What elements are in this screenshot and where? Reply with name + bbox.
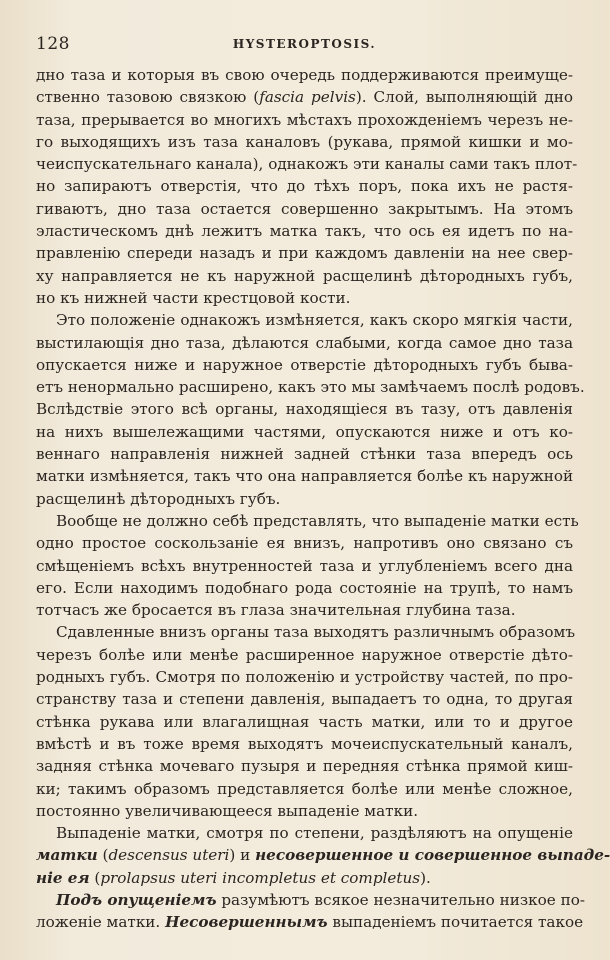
text-line: таза, прерывается во многихъ мѣстахъ прохожденіемъ черезъ не- (36, 110, 573, 129)
text-line: но къ нижней части крестцовой кости. (36, 288, 351, 307)
text-line: Вслѣдствіе этого всѣ органы, находящіеся въ тазу, отъ давленія (36, 400, 573, 419)
emphasis-term: Несовершеннымъ (165, 913, 328, 932)
text-line: дно таза и которыя въ свою очередь поддерживаются преимуще- (36, 66, 573, 84)
text-line: ки; такимъ образомъ представляется болѣе или менѣе сложное, (36, 779, 573, 798)
text-line: постоянно увеличивающееся выпаденіе матки. (36, 801, 419, 820)
text-span: ственно тазовою связкою ( (36, 88, 260, 107)
text-line: родныхъ губъ. Смотря по положенію и устройству частей, по про- (36, 668, 573, 687)
text-line: одно простое соскользаніе ея внизъ, напротивъ оно связано съ (36, 534, 573, 553)
text-line: Выпаденіе матки, смотря по степени, раздѣляютъ на опущеніе (56, 824, 573, 843)
latin-term: prolapsus uteri incompletus et completus (100, 868, 421, 887)
page-number: 128 (36, 34, 70, 54)
text-span: разумѣютъ всякое незначительно низкое по- (216, 890, 586, 909)
text-line: задняя стѣнка мочеваго пузыря и передняя стѣнка прямой киш- (36, 757, 573, 776)
text-line (36, 889, 586, 911)
text-line: стѣнка рукава или влагалищная часть матки, или то и другое (36, 712, 573, 731)
text-span: ( (89, 868, 101, 887)
text-span: ). Слой, выполняющій дно (355, 88, 574, 107)
text-line (36, 844, 610, 866)
text-line: го выходящихъ изъ таза каналовъ (рукава, прямой кишки и мо- (36, 132, 573, 151)
emphasis-term: ніе ея (36, 868, 90, 887)
text-line: етъ ненормально расширено, какъ это мы замѣчаемъ послѣ родовъ. (36, 378, 585, 397)
latin-term: descensus uteri (108, 846, 230, 865)
text-line: странству таза и степени давленія, выпадаетъ то одна, то другая (36, 690, 573, 709)
text-line (36, 86, 573, 108)
text-span: ложеніе матки. (36, 913, 166, 932)
text-line: Сдавленные внизъ органы таза выходятъ различнымъ образомъ (56, 623, 575, 642)
text-span: ). (420, 868, 431, 887)
text-line (36, 911, 584, 933)
text-line: эластическомъ днѣ лежитъ матка такъ, что ось ея идетъ по на- (36, 222, 573, 241)
text-line: на нихъ вышележащими частями, опускаются ниже и отъ ко- (36, 422, 573, 441)
text-line: вмѣстѣ и въ тоже время выходятъ мочеиспускательный каналъ, (36, 734, 573, 753)
latin-term: fascia pelvis (259, 88, 356, 107)
text-line: но запираютъ отверстія, что до тѣхъ поръ, пока ихъ не растя- (36, 177, 573, 196)
text-line: Вообще не должно себѣ представлять, что выпаденіе матки есть (56, 511, 579, 530)
page-header (36, 34, 573, 56)
body-text (36, 64, 610, 934)
text-line: матки измѣняется, такъ что она направляется болѣе къ наружной (36, 467, 574, 486)
text-line: гиваютъ, дно таза остается совершенно закрытымъ. На этомъ (36, 199, 573, 218)
text-line: черезъ болѣе или менѣе расширенное наружное отверстіе дѣто- (36, 645, 573, 664)
text-line: ху направляется не къ наружной расщелинѣ дѣтородныхъ губъ, (36, 266, 573, 285)
emphasis-term: Подъ опущеніемъ (56, 890, 217, 909)
emphasis-term: несовершенное и совершенное выпаде- (255, 846, 610, 865)
running-title: HYSTEROPTOSIS. (232, 37, 377, 51)
text-line: тотчасъ же бросается въ глаза значительная глубина таза. (36, 601, 516, 620)
text-line: его. Если находимъ подобнаго рода состояніе на трупѣ, то намъ (36, 578, 573, 597)
text-line: правленію спереди назадъ и при каждомъ давленіи на нее свер- (36, 244, 573, 263)
text-line: веннаго направленія нижней задней стѣнки таза впередъ ось (36, 445, 573, 464)
text-line: смѣщеніемъ всѣхъ внутренностей таза и углубленіемъ всего дна (36, 556, 573, 575)
text-line: опускается ниже и наружное отверстіе дѣтородныхъ губъ быва- (36, 355, 573, 374)
text-span: ) и (229, 846, 256, 865)
text-line (36, 867, 573, 889)
text-line: чеиспускательнаго канала), однакожъ эти каналы сами такъ плот- (36, 155, 578, 174)
text-span: ( (97, 846, 109, 865)
text-line: Это положеніе однакожъ измѣняется, какъ скоро мягкія части, (56, 311, 573, 330)
text-line: расщелинѣ дѣтородныхъ губъ. (36, 489, 281, 508)
text-span: выпаденіемъ почитается такое (327, 913, 584, 932)
text-line: выстилающія дно таза, дѣлаются слабыми, когда самое дно таза (36, 333, 573, 352)
emphasis-term: матки (36, 846, 98, 865)
